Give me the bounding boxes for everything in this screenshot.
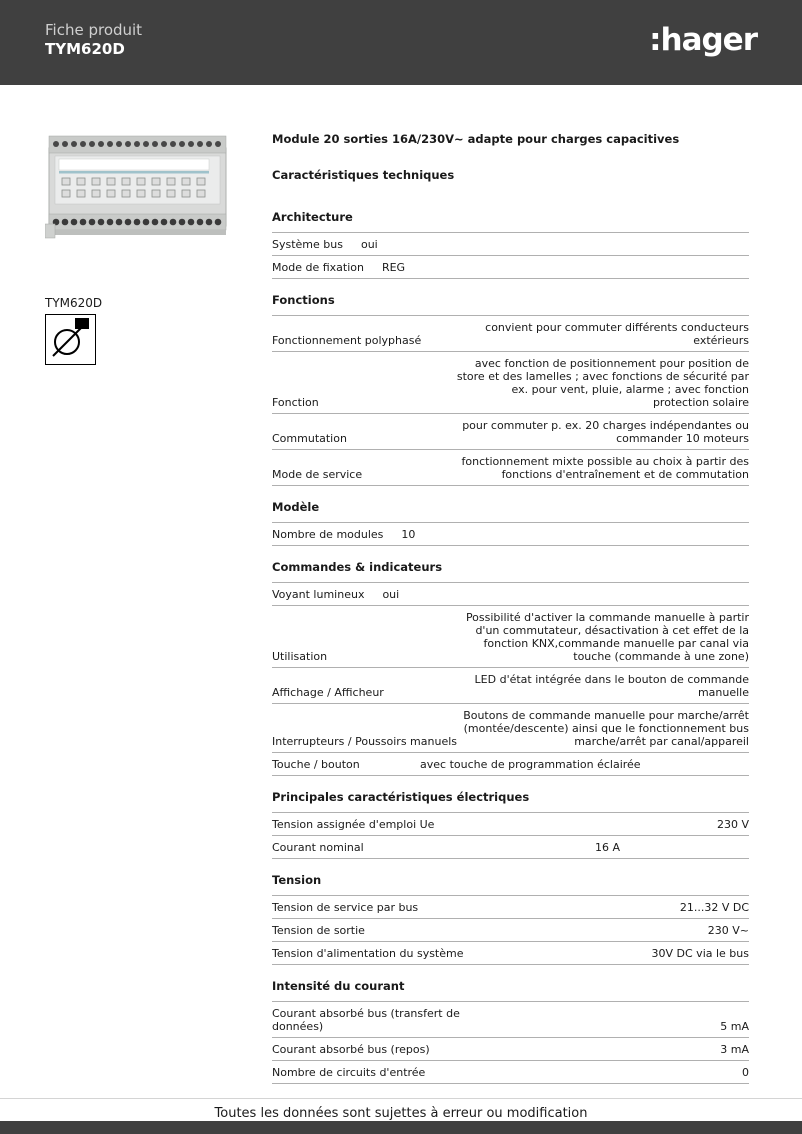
spec-value: oui	[382, 587, 400, 601]
footer-disclaimer: Toutes les données sont sujettes à erreur ou modification	[0, 1098, 802, 1121]
spec-value: pour commuter p. ex. 20 charges indépendantes ou commander 10 moteurs	[462, 418, 749, 445]
spec-value: Possibilité d'activer la commande manuelle à partir d'un commutateur, désactivation à cet effet de la fonction KNX,commande manuelle par canal via touche (commande à une zone)	[465, 610, 749, 663]
spec-label: Touche / bouton	[272, 757, 360, 771]
spec-row	[272, 583, 749, 606]
spec-label: Tension de service par bus	[272, 900, 419, 914]
section-title: Fonctions	[272, 293, 749, 316]
spec-row	[272, 753, 749, 776]
spec-value: 5 mA	[720, 1019, 749, 1033]
section-title: Modèle	[272, 500, 749, 523]
spec-label: Tension d'alimentation du système	[272, 946, 464, 960]
spec-value: 3 mA	[720, 1042, 749, 1056]
spec-value: REG	[381, 260, 406, 274]
section-title: Intensité du courant	[272, 979, 749, 1002]
spec-label: Utilisation	[272, 649, 328, 663]
spec-row	[272, 606, 749, 668]
spec-row	[272, 256, 749, 279]
spec-label: Tension de sortie	[272, 923, 365, 937]
spec-label: Courant absorbé bus (transfert de données)	[272, 1006, 460, 1033]
section-title: Architecture	[272, 210, 749, 233]
page-title: Module 20 sorties 16A/230V~ adapte pour charges capacitives	[272, 132, 680, 146]
spec-row	[272, 836, 749, 859]
section-caracteristiques-electriques	[272, 790, 749, 859]
spec-value: LED d'état intégrée dans le bouton de commande manuelle	[474, 672, 749, 699]
product-reference: TYM620D	[45, 40, 125, 58]
spec-row	[272, 919, 749, 942]
footer-bar	[0, 1121, 802, 1134]
spec-row	[272, 896, 749, 919]
section-tension	[272, 873, 749, 965]
spec-value: 16 A	[595, 840, 621, 854]
spec-value: 230 V	[716, 817, 749, 831]
spec-row	[272, 233, 749, 256]
hager-logo: :hager	[649, 22, 757, 58]
spec-value: oui	[360, 237, 378, 251]
spec-label: Mode de service	[272, 467, 363, 481]
din-rail-module-illustration	[45, 128, 230, 246]
capacitive-load-icon	[45, 314, 96, 365]
spec-value: fonctionnement mixte possible au choix à partir des fonctions d'entraînement et de commutation	[461, 454, 749, 481]
spec-row	[272, 942, 749, 965]
spec-value: 21...32 V DC	[679, 900, 749, 914]
spec-row	[272, 668, 749, 704]
spec-label: Voyant lumineux	[272, 587, 365, 601]
product-reference-caption: TYM620D	[45, 296, 103, 310]
spec-value: avec fonction de positionnement pour position de store et des lamelles ; avec fonctions de sécurité par ex. pour vent, pluie, alarme ; avec fonction protection solaire	[456, 356, 749, 409]
spec-row	[272, 352, 749, 414]
spec-row	[272, 523, 749, 546]
section-modele	[272, 500, 749, 546]
spec-row	[272, 813, 749, 836]
spec-label: Commutation	[272, 431, 347, 445]
spec-value: convient pour commuter différents conducteurs extérieurs	[485, 320, 749, 347]
spec-value: 230 V~	[707, 923, 749, 937]
spec-label: Courant nominal	[272, 840, 364, 854]
section-heading-caracteristiques: Caractéristiques techniques	[272, 168, 455, 182]
section-title: Tension	[272, 873, 749, 896]
spec-value: avec touche de programmation éclairée	[420, 757, 641, 771]
spec-label: Système bus	[272, 237, 343, 251]
spec-value: 0	[742, 1065, 749, 1079]
spec-label: Courant absorbé bus (repos)	[272, 1042, 430, 1056]
spec-label: Nombre de modules	[272, 527, 384, 541]
spec-row	[272, 414, 749, 450]
spec-value: 10	[401, 527, 416, 541]
section-fonctions	[272, 293, 749, 486]
section-title: Principales caractéristiques électriques	[272, 790, 749, 813]
spec-label: Fonctionnement polyphasé	[272, 333, 422, 347]
spec-row	[272, 316, 749, 352]
section-commandes-indicateurs	[272, 560, 749, 776]
spec-row	[272, 1038, 749, 1061]
spec-label: Tension assignée d'emploi Ue	[272, 817, 435, 831]
section-title: Commandes & indicateurs	[272, 560, 749, 583]
spec-row	[272, 704, 749, 753]
spec-label: Affichage / Afficheur	[272, 685, 384, 699]
spec-label: Interrupteurs / Poussoirs manuels	[272, 734, 458, 748]
technical-data-column	[272, 0, 749, 1084]
spec-row	[272, 450, 749, 486]
product-photo	[45, 128, 230, 250]
document-type-label: Fiche produit	[45, 21, 143, 39]
spec-row	[272, 1061, 749, 1084]
spec-label: Mode de fixation	[272, 260, 364, 274]
spec-value: 30V DC via le bus	[651, 946, 749, 960]
spec-label: Fonction	[272, 395, 319, 409]
spec-row	[272, 1002, 749, 1038]
section-architecture	[272, 210, 749, 279]
spec-value: Boutons de commande manuelle pour marche/arrêt (montée/descente) ainsi que le fonctionnement bus marche/arrêt par canal/appareil	[463, 708, 749, 748]
spec-label: Nombre de circuits d'entrée	[272, 1065, 426, 1079]
section-intensite-courant	[272, 979, 749, 1084]
